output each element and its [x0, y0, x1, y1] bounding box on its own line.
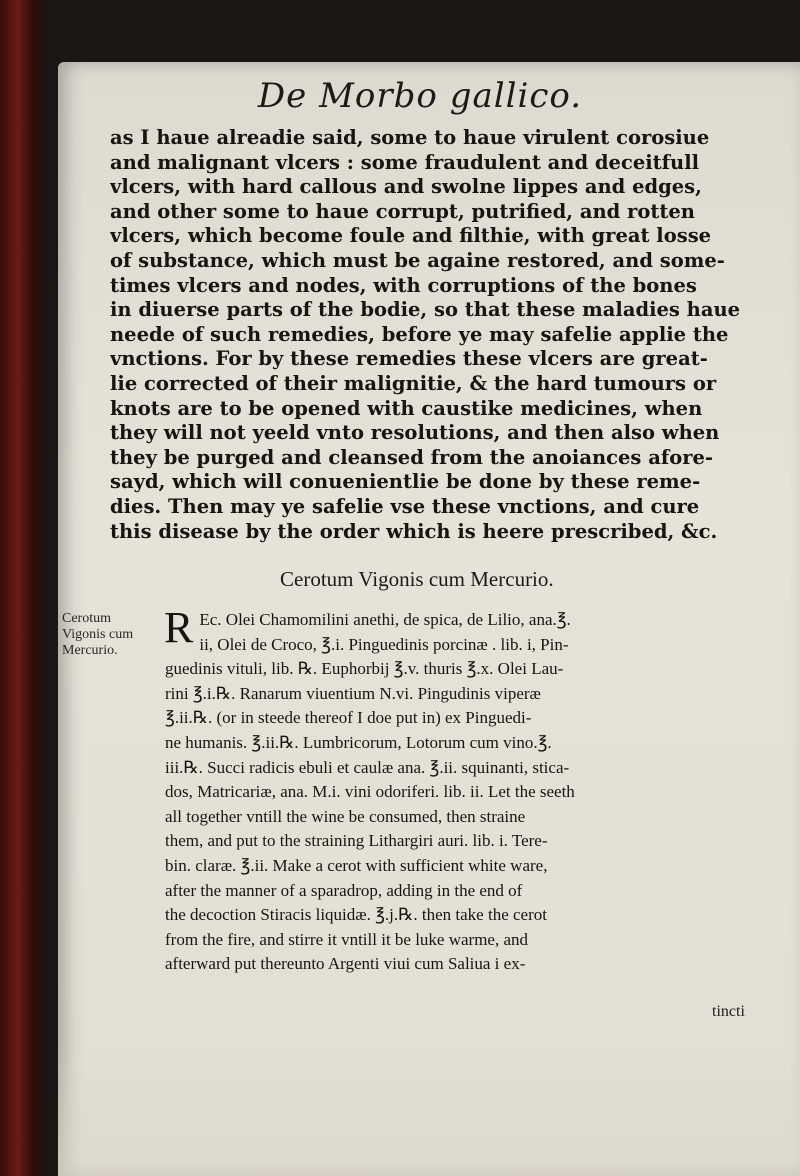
- body-paragraph: [110, 126, 775, 544]
- recipe-line: afterward put thereunto Argenti viui cum Saliua i ex-: [165, 954, 526, 974]
- margin-note: [62, 611, 142, 659]
- recipe-line: all together vntill the wine be consumed, then straine: [165, 806, 526, 826]
- recipe-line: rini ℥.i.℞. Ranarum viuentium N.vi. Pingudinis viperæ: [165, 683, 541, 703]
- text-line: of substance, which must be againe restored, and some-: [110, 248, 725, 272]
- text-line: in diuerse parts of the bodie, so that these maladies haue: [110, 298, 741, 322]
- recipe-line: from the fire, and stirre it vntill it be luke warme, and: [165, 929, 529, 949]
- text-line: dies. Then may ye safelie vse these vnctions, and cure: [110, 494, 700, 518]
- recipe-line: dos, Matricariæ, ana. M.i. vini odoriferi. lib. ii. Let the seeth: [165, 782, 575, 802]
- text-line: they be purged and cleansed from the anoiances afore-: [110, 445, 713, 469]
- recipe-heading: Cerotum Vigonis cum Mercurio.: [280, 567, 554, 591]
- text-line: as I haue alreadie said, some to haue virulent corosiue: [110, 126, 710, 149]
- drop-cap: R: [164, 603, 194, 652]
- text-line: and other some to haue corrupt, putrified, and rotten: [110, 199, 695, 223]
- recipe-line: after the manner of a sparadrop, adding in the end of: [165, 880, 523, 900]
- recipe-line: them, and put to the straining Lithargiri auri. lib. i. Tere-: [165, 831, 548, 851]
- text-line: sayd, which will conuenientlie be done by these reme-: [110, 470, 701, 494]
- text-line: times vlcers and nodes, with corruptions of the bones: [110, 273, 697, 297]
- running-header: De Morbo gallico.: [257, 76, 583, 116]
- text-line: this disease by the order which is heere prescribed, &c.: [110, 519, 718, 543]
- recipe-line: the decoction Stiracis liquidæ. ℥.j.℞. then take the cerot: [165, 905, 547, 925]
- margin-note-line: Cerotum: [62, 611, 111, 626]
- text-line: they will not yeeld vnto resolutions, and then also when: [110, 421, 720, 445]
- recipe-paragraph: [164, 603, 775, 977]
- recipe-line: iii.℞. Succi radicis ebuli et caulæ ana. ℥.ii. squinanti, stica-: [165, 757, 570, 777]
- text-line: lie corrected of their malignitie, & the hard tumours or: [110, 371, 717, 395]
- margin-note-line: Vigonis cum: [62, 627, 134, 642]
- recipe-line: ne humanis. ℥.ii.℞. Lumbricorum, Lotorum cum vino.℥.: [165, 732, 552, 752]
- text-line: vlcers, which become foule and filthie, with great losse: [110, 224, 712, 248]
- text-line: vnctions. For by these remedies these vlcers are great-: [110, 347, 708, 371]
- page-stain: [58, 1035, 800, 1176]
- margin-note-line: Mercurio.: [62, 643, 118, 658]
- recipe-line: guedinis vituli, lib. ℞. Euphorbij ℥.v. thuris ℥.x. Olei Lau-: [165, 659, 564, 679]
- text-line: vlcers, with hard callous and swolne lippes and edges,: [110, 175, 702, 199]
- text-line: and malignant vlcers : some fraudulent and deceitfull: [110, 150, 700, 174]
- recipe-line: bin. claræ. ℥.ii. Make a cerot with sufficient white ware,: [165, 855, 548, 875]
- text-line: knots are to be opened with caustike medicines, when: [110, 396, 703, 420]
- recipe-line: ℥.ii.℞. (or in steede thereof I doe put in) ex Pinguedi-: [165, 708, 532, 728]
- catchword: tincti: [712, 1003, 745, 1020]
- text-line: neede of such remedies, before ye may safelie applie the: [110, 322, 729, 346]
- recipe-line: ii, Olei de Croco, ℥.i. Pinguedinis porcinæ . lib. i, Pin-: [199, 634, 569, 654]
- recipe-line: Ec. Olei Chamomilini anethi, de spica, de Lilio, ana.℥.: [199, 610, 571, 629]
